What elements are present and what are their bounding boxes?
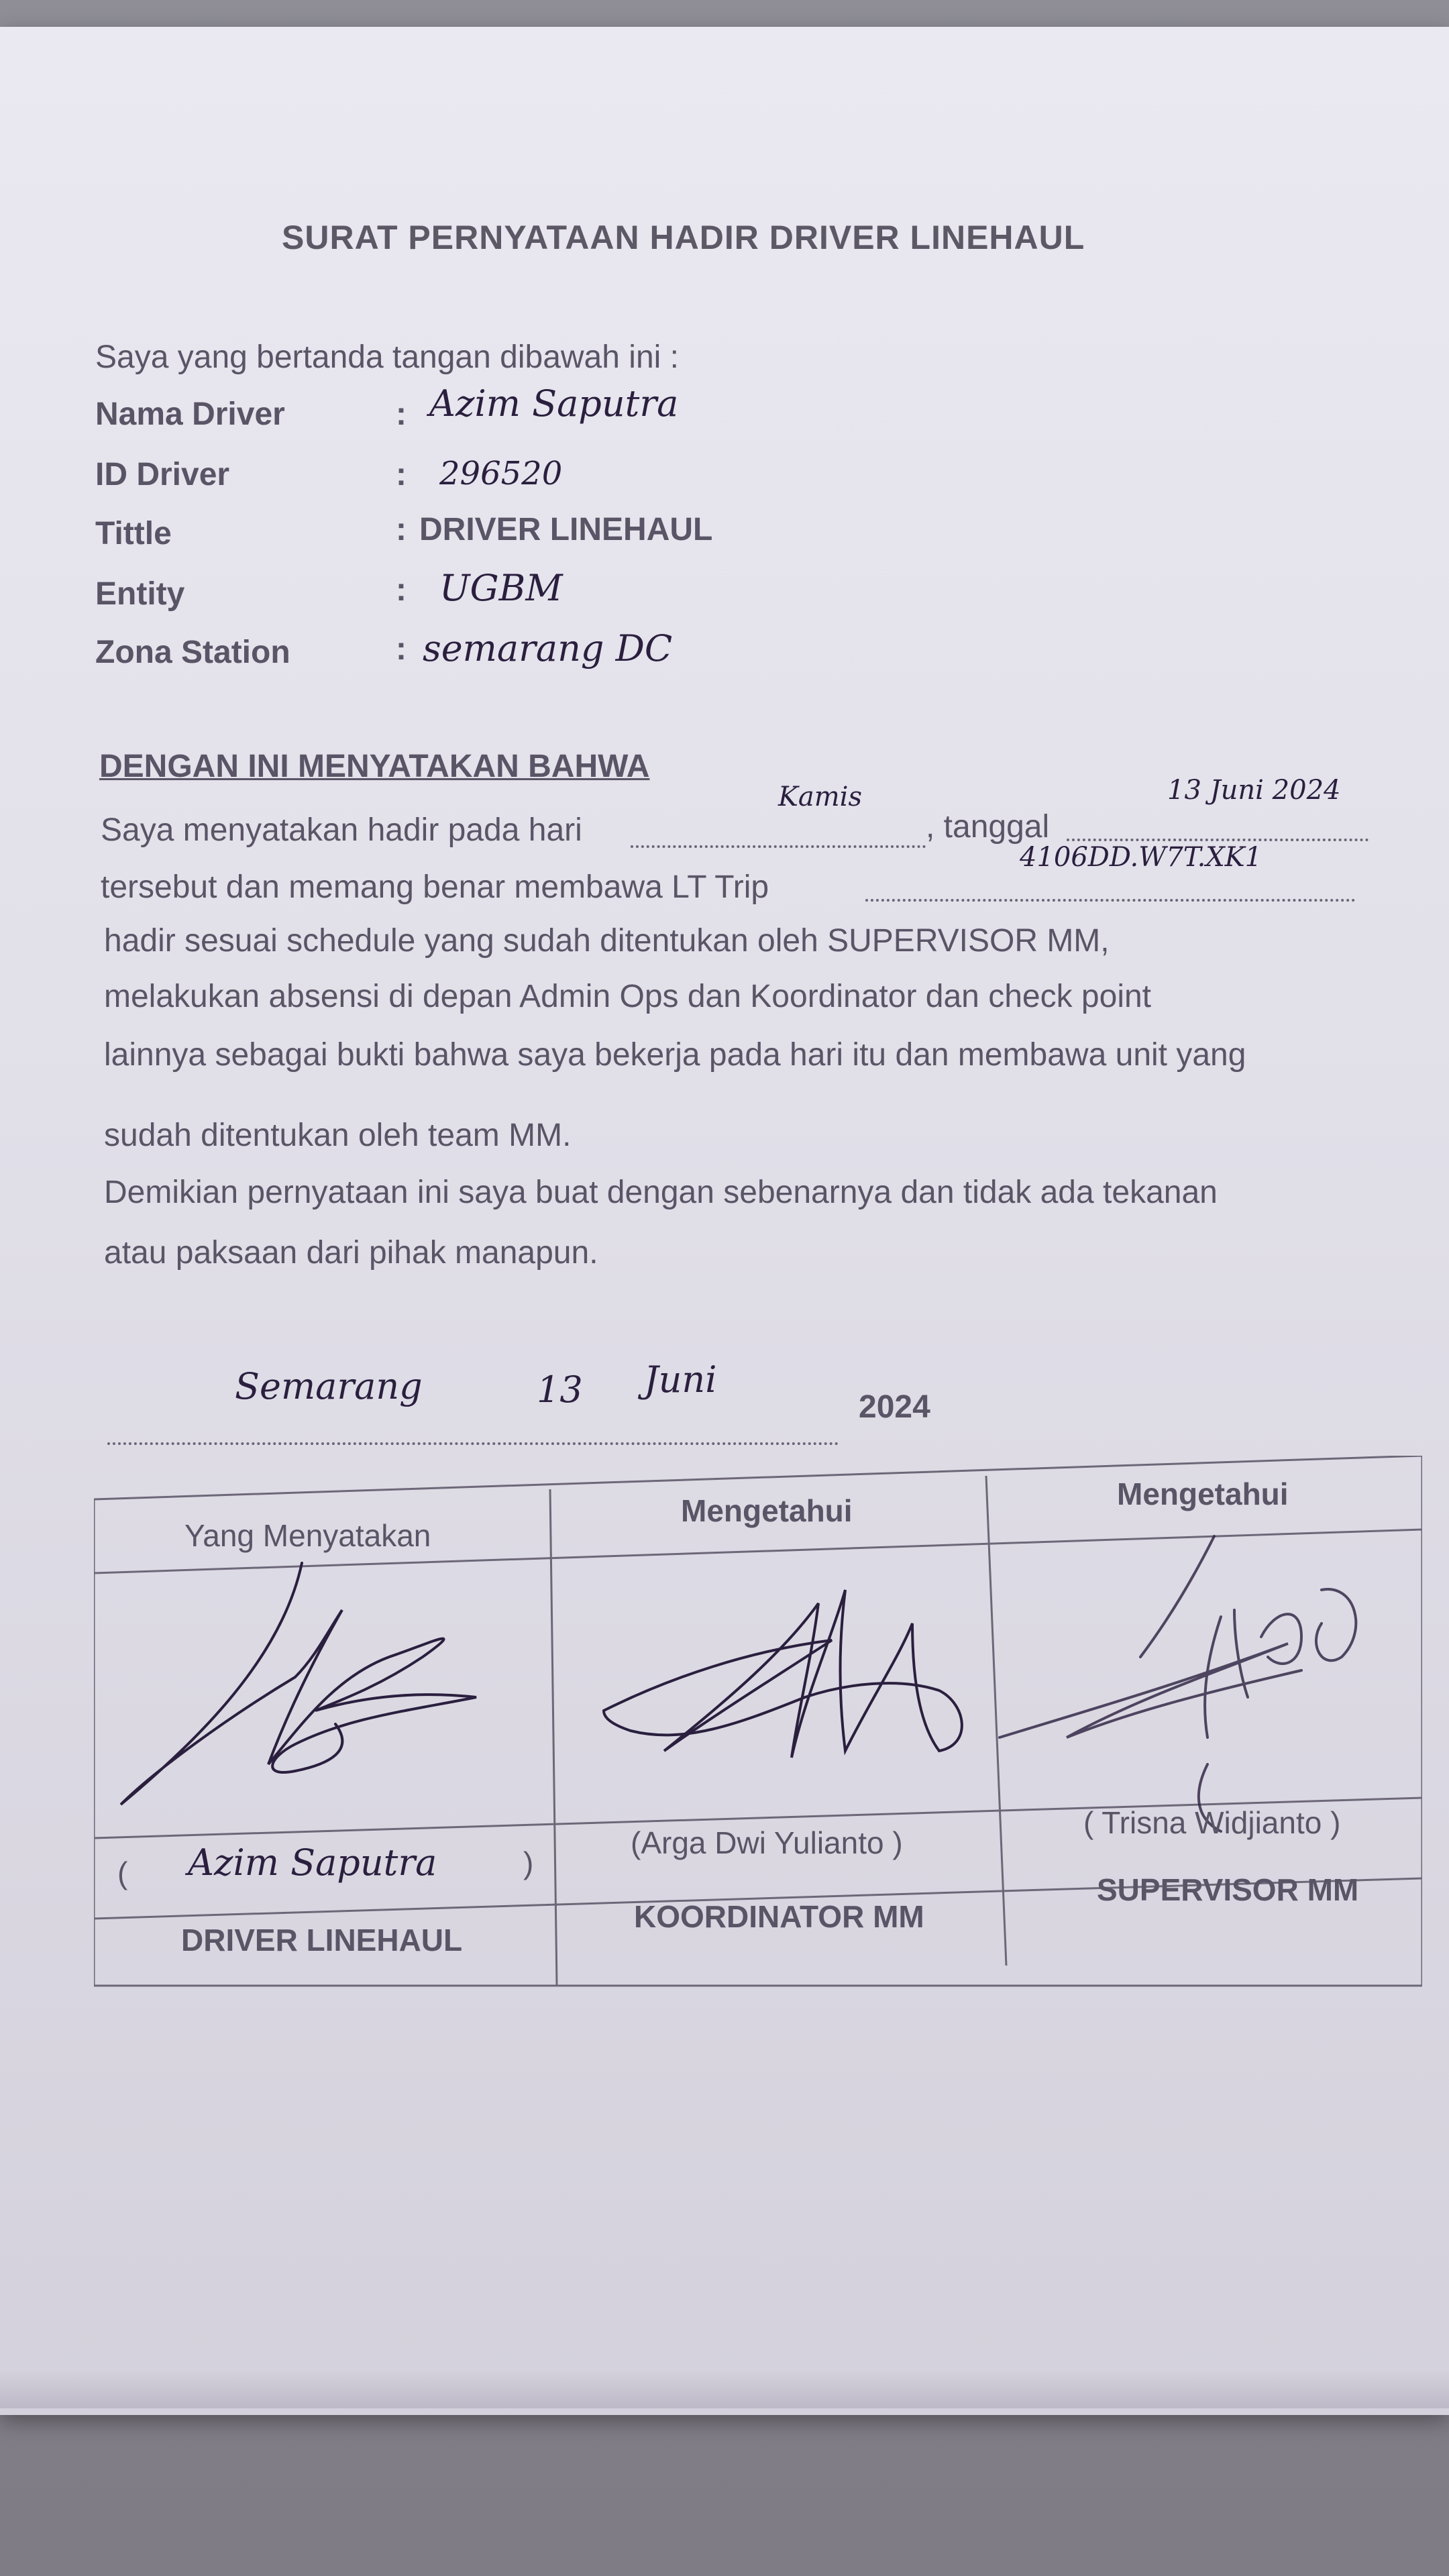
date-dotted-line xyxy=(1067,839,1368,841)
statement-day: Kamis xyxy=(778,782,862,812)
field-colon: : xyxy=(396,631,407,667)
field-label-zona-station: Zona Station xyxy=(95,635,290,670)
field-colon: : xyxy=(396,457,407,492)
sig-col3-role: SUPERVISOR MM xyxy=(1097,1872,1359,1907)
field-colon: : xyxy=(396,512,407,547)
statement-line2-prefix: tersebut dan memang benar membawa LT Trip xyxy=(101,869,769,905)
sig-col1-role: DRIVER LINEHAUL xyxy=(181,1923,463,1957)
sig-col1-name: Azim Saputra xyxy=(188,1841,437,1884)
statement-line8: atau paksaan dari pihak manapun. xyxy=(104,1235,598,1271)
sig-col1-header: Yang Menyatakan xyxy=(184,1518,431,1553)
statement-line6: sudah ditentukan oleh team MM. xyxy=(104,1118,572,1153)
statement-line1-mid: , tanggal xyxy=(926,809,1050,845)
sig-col2-name: (Arga Dwi Yulianto ) xyxy=(631,1825,903,1860)
sig-col2-role: KOORDINATOR MM xyxy=(634,1899,924,1934)
sig-col3-header: Mengetahui xyxy=(1117,1477,1289,1511)
sig-col1-name-open: ( xyxy=(117,1856,128,1890)
paper-stack-edge xyxy=(0,2368,1449,2408)
statement-heading: DENGAN INI MENYATAKAN BAHWA xyxy=(99,749,650,784)
intro-text: Saya yang bertanda tangan dibawah ini : xyxy=(95,339,679,375)
statement-line1-prefix: Saya menyatakan hadir pada hari xyxy=(101,812,582,848)
table-col-divider-1 xyxy=(550,1489,557,1986)
field-label-id-driver: ID Driver xyxy=(95,457,230,492)
statement-line3: hadir sesuai schedule yang sudah ditentukan oleh SUPERVISOR MM, xyxy=(104,923,1110,959)
field-label-nama-driver: Nama Driver xyxy=(95,396,285,432)
statement-line4: melakukan absensi di depan Admin Ops dan Koordinator dan check point xyxy=(104,979,1152,1014)
statement-date: 13 Juni 2024 xyxy=(1167,775,1341,806)
statement-lt-trip: 4106DD.W7T.XK1 xyxy=(1020,842,1263,873)
field-label-tittle: Tittle xyxy=(95,516,172,551)
lt-trip-dotted-line xyxy=(865,899,1355,902)
sig-col1-name-close: ) xyxy=(523,1845,534,1880)
field-colon: : xyxy=(396,396,407,432)
day-dotted-line xyxy=(631,845,926,848)
place-date-month: Juni xyxy=(644,1358,717,1401)
signature-scribble-1 xyxy=(121,1563,476,1805)
place-date-day: 13 xyxy=(537,1368,583,1411)
field-colon: : xyxy=(396,572,407,608)
field-label-entity: Entity xyxy=(95,576,185,612)
statement-line5: lainnya sebagai bukti bahwa saya bekerja pada hari itu dan membawa unit yang xyxy=(104,1037,1246,1073)
field-value-tittle: DRIVER LINEHAUL xyxy=(419,512,713,547)
field-value-entity: UGBM xyxy=(439,567,563,609)
statement-line7: Demikian pernyataan ini saya buat dengan sebenarnya dan tidak ada tekanan xyxy=(104,1175,1218,1210)
place-name: Semarang xyxy=(235,1365,423,1407)
sig-col2-header: Mengetahui xyxy=(681,1493,853,1528)
signature-scribble-3 xyxy=(1000,1536,1356,1831)
document-title: SURAT PERNYATAAN HADIR DRIVER LINEHAUL xyxy=(282,219,1085,256)
signature-scribble-2 xyxy=(604,1590,962,1758)
field-value-nama-driver: Azim Saputra xyxy=(429,382,679,425)
sig-col3-name: ( Trisna Widjianto ) xyxy=(1083,1805,1341,1840)
place-date-dotted-line xyxy=(107,1442,839,1445)
field-value-id-driver: 296520 xyxy=(439,455,563,492)
field-value-zona-station: semarang DC xyxy=(423,627,673,669)
place-date-year: 2024 xyxy=(859,1389,930,1425)
document-paper xyxy=(0,27,1449,2415)
